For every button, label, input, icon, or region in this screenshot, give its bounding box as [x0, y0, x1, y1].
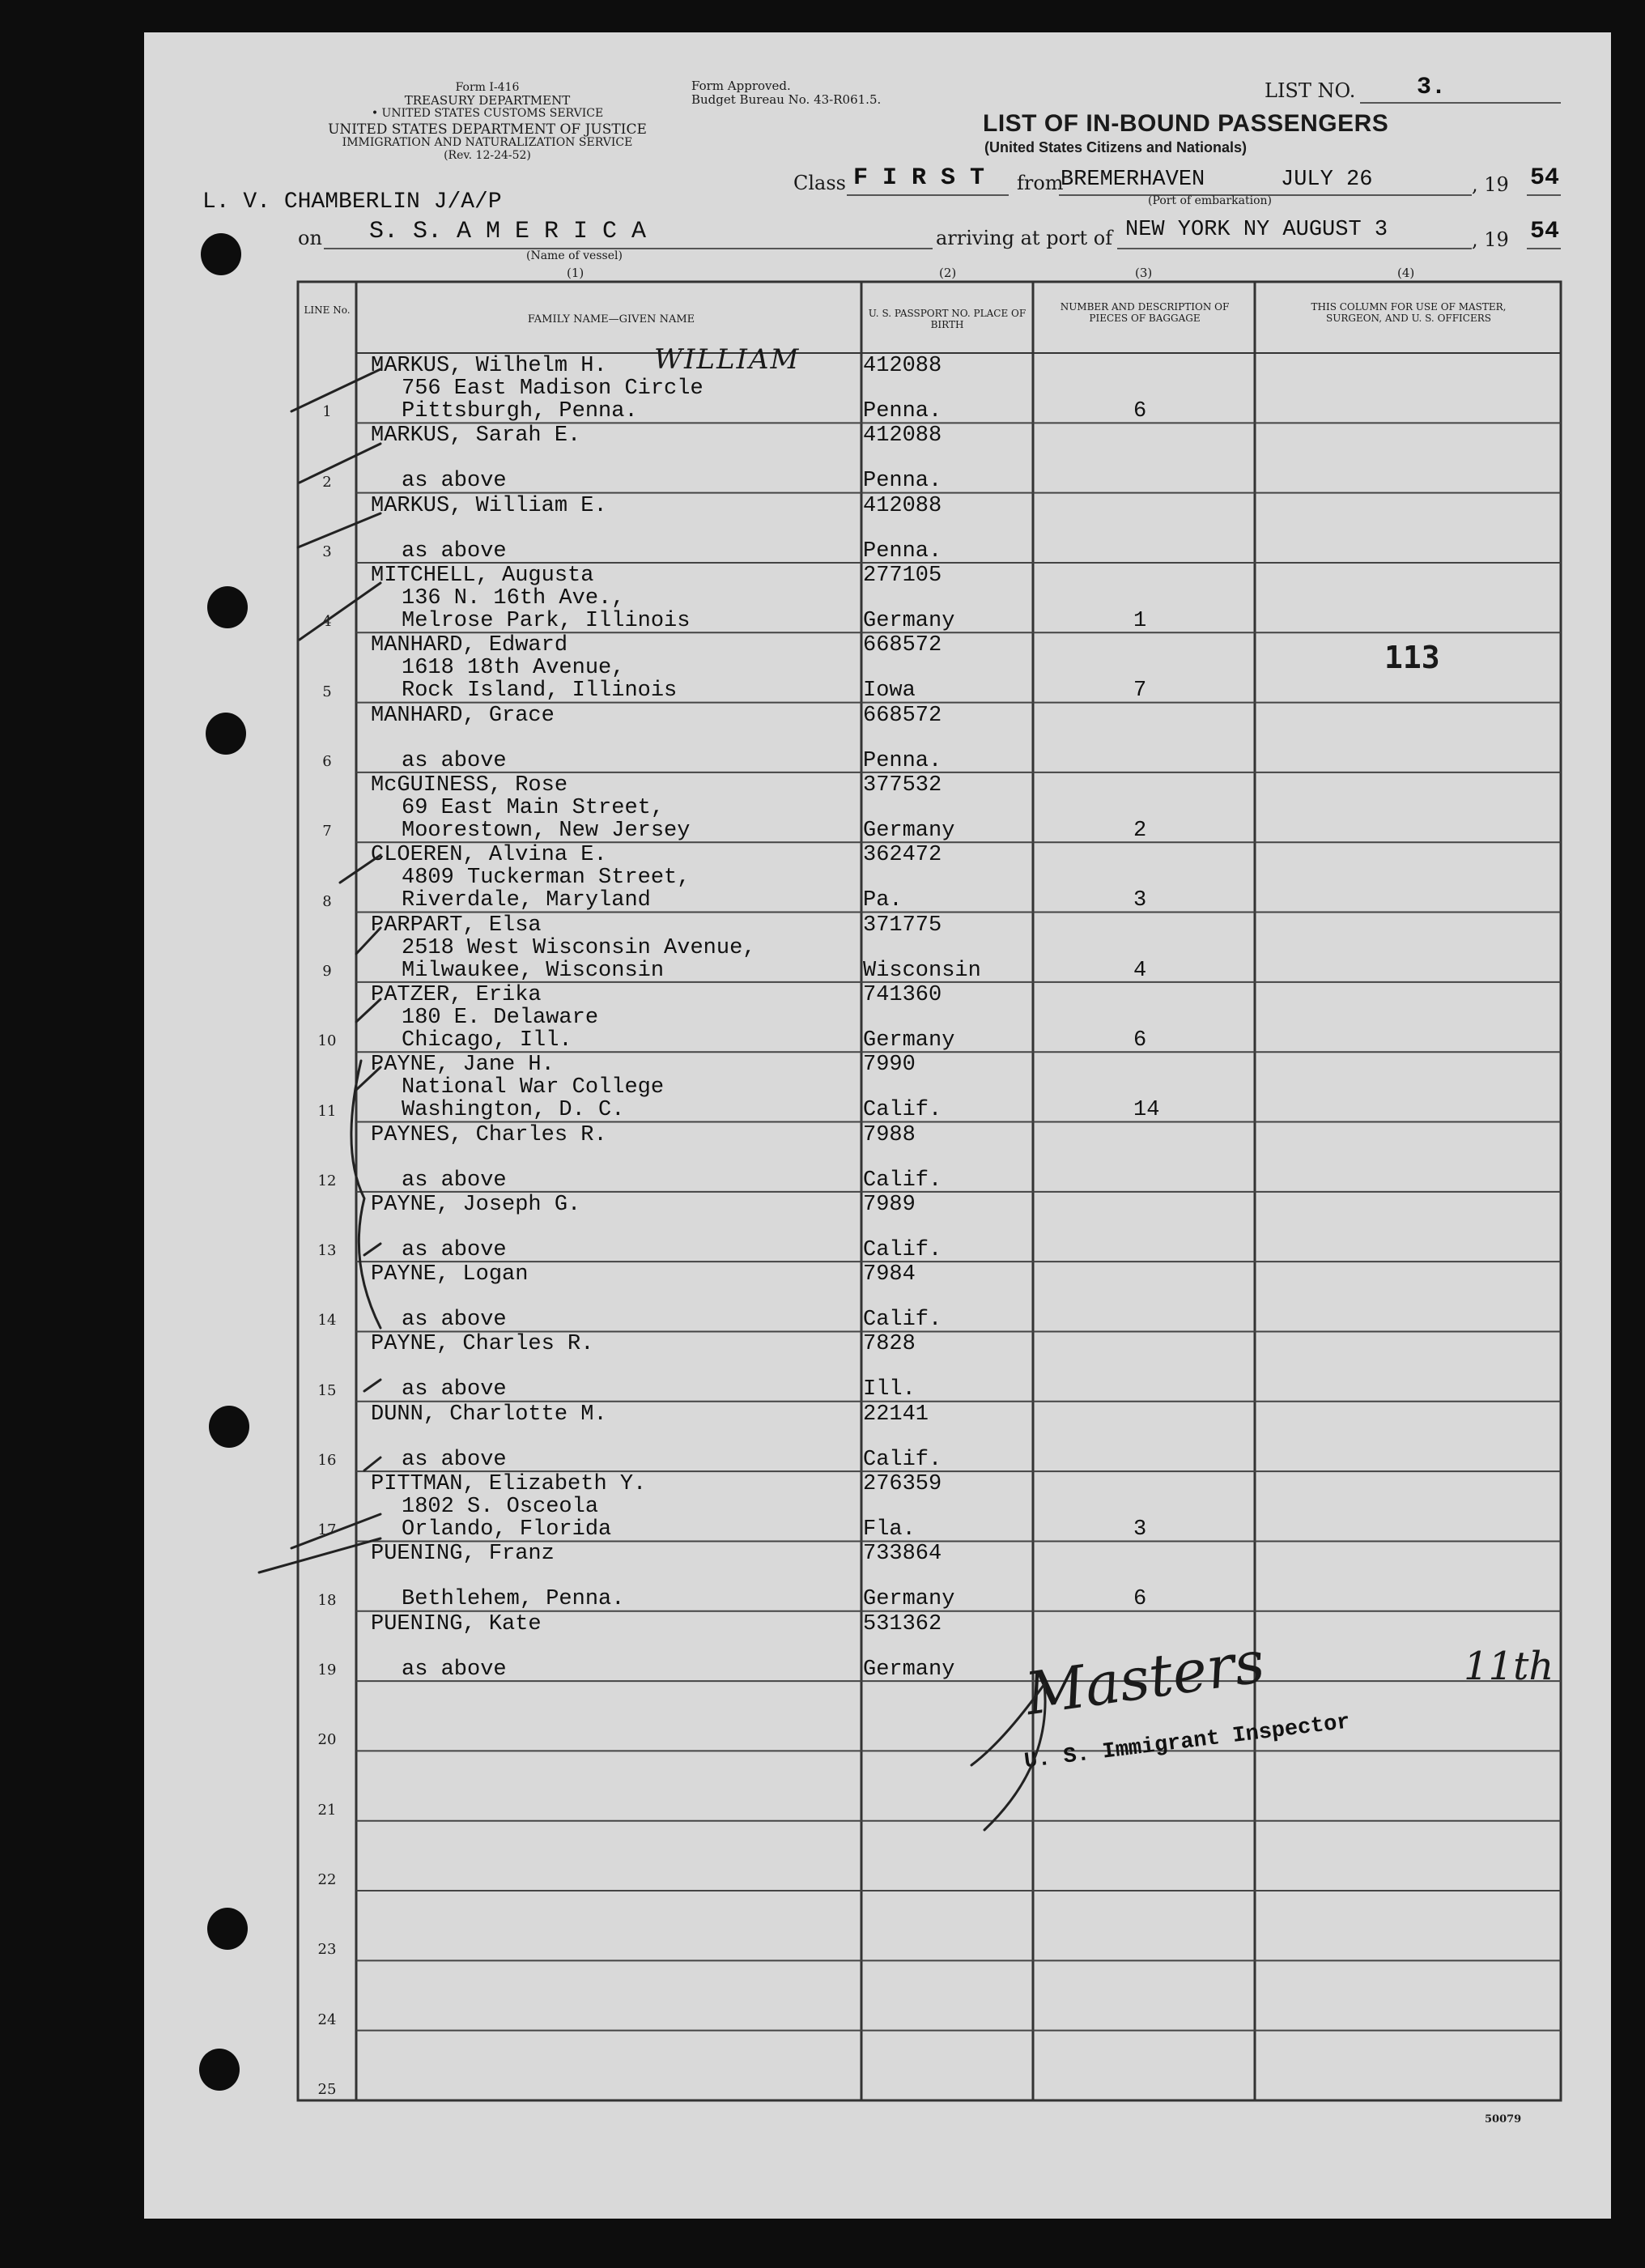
col-header-line-no: LINE No.	[304, 304, 351, 316]
baggage-count: 2	[1133, 818, 1147, 843]
list-no-value: 3.	[1417, 74, 1447, 101]
line-number: 1	[322, 403, 332, 421]
line-number: 13	[317, 1242, 337, 1260]
passenger-name: PAYNE, Logan	[371, 1262, 529, 1287]
line-number: 2	[322, 473, 332, 491]
line-number: 15	[317, 1381, 337, 1399]
passport-number: 7989	[863, 1192, 916, 1217]
place-of-birth: Penna.	[863, 538, 942, 564]
col-num-3: (3)	[1135, 266, 1153, 280]
check-mark	[259, 1538, 380, 1572]
place-of-birth: Calif.	[863, 1308, 942, 1333]
col-header-passport: U. S. PASSPORT NO. PLACE OF BIRTH	[868, 308, 1027, 330]
line-number: 25	[317, 2080, 337, 2098]
address-line-2: Pittsburgh, Penna.	[402, 399, 638, 423]
passenger-name: MARKUS, Wilhelm H.	[371, 354, 607, 378]
address-line-1: 4809 Tuckerman Street,	[402, 866, 691, 891]
address-line-2: Chicago, Ill.	[402, 1028, 572, 1053]
address-line-1: National War College	[402, 1075, 665, 1100]
passenger-name: McGUINESS, Rose	[371, 772, 568, 798]
passport-number: 362472	[863, 843, 942, 868]
passenger-name: PAYNE, Joseph G.	[371, 1192, 581, 1217]
line-number: 23	[317, 1941, 337, 1959]
address-line-2: Moorestown, New Jersey	[402, 818, 691, 843]
address-line-1: 756 East Madison Circle	[402, 377, 703, 401]
passport-number: 412088	[863, 493, 942, 518]
col-header-name: FAMILY NAME—GIVEN NAME	[527, 313, 695, 326]
check-mark	[340, 855, 380, 883]
line-number: 10	[317, 1032, 337, 1050]
dept-treasury: TREASURY DEPARTMENT	[404, 93, 571, 108]
line-number: 19	[317, 1662, 337, 1679]
line-number: 3	[322, 543, 332, 560]
place-of-birth: Penna.	[863, 399, 942, 423]
baggage-count: 14	[1133, 1098, 1160, 1123]
check-mark	[364, 1244, 380, 1255]
address-line-2: Riverdale, Maryland	[402, 888, 651, 913]
from-label: from	[1017, 172, 1064, 194]
baggage-count: 7	[1133, 679, 1147, 704]
address-line-2: Melrose Park, Illinois	[402, 608, 691, 633]
place-of-birth: Iowa	[863, 679, 916, 704]
check-mark	[356, 928, 380, 954]
passport-number: 7988	[863, 1122, 916, 1147]
footer-code: 50079	[1485, 2113, 1522, 2125]
check-mark	[300, 583, 380, 640]
passport-number: 668572	[863, 633, 942, 658]
line-number: 8	[322, 892, 332, 910]
check-mark	[356, 999, 380, 1022]
address-line-2: as above	[402, 469, 507, 494]
address-line-1: 180 E. Delaware	[402, 1005, 599, 1030]
baggage-count: 6	[1133, 1587, 1147, 1612]
address-line-1: 69 East Main Street,	[402, 795, 665, 820]
embark-date: JULY 26	[1281, 168, 1373, 192]
check-mark	[300, 444, 380, 483]
address-line-1: 136 N. 16th Ave.,	[402, 585, 625, 611]
place-of-birth: Germany	[863, 608, 955, 633]
passenger-name: CLOEREN, Alvina E.	[371, 843, 607, 868]
place-of-birth: Ill.	[863, 1377, 916, 1402]
passenger-name: PUENING, Franz	[371, 1542, 555, 1567]
passenger-name: MANHARD, Grace	[371, 703, 555, 728]
line-number: 4	[322, 613, 332, 631]
place-of-birth: Pa.	[863, 888, 903, 913]
check-mark	[291, 369, 380, 411]
passport-number: 668572	[863, 703, 942, 728]
list-no-label: LIST NO.	[1265, 79, 1356, 102]
line-number: 5	[322, 683, 332, 700]
line-number: 21	[317, 1801, 337, 1819]
year2: 54	[1530, 218, 1560, 245]
passenger-name: PAYNE, Jane H.	[371, 1053, 555, 1078]
passport-number: 277105	[863, 563, 942, 588]
passenger-name: PARPART, Elsa	[371, 913, 542, 938]
passenger-name: DUNN, Charlotte M.	[371, 1402, 607, 1427]
dept-justice: UNITED STATES DEPARTMENT OF JUSTICE	[328, 121, 647, 138]
line-number: 18	[317, 1591, 337, 1609]
passport-number: 22141	[863, 1402, 929, 1427]
line-number: 12	[317, 1172, 337, 1189]
passport-number: 276359	[863, 1472, 942, 1497]
address-line-2: as above	[402, 748, 507, 773]
col-header-official-use: THIS COLUMN FOR USE OF MASTER, SURGEON, AND U. S. OFFICERS	[1311, 301, 1507, 324]
bracket-mark	[351, 1061, 380, 1328]
arrival-port-date: NEW YORK NY AUGUST 3	[1125, 218, 1388, 242]
col-num-2: (2)	[939, 266, 957, 280]
official-annotation: 113	[1384, 640, 1440, 675]
place-of-birth: Penna.	[863, 748, 942, 773]
address-line-2: as above	[402, 1377, 507, 1402]
address-line-2: as above	[402, 538, 507, 564]
place-of-birth: Germany	[863, 1028, 955, 1053]
baggage-count: 3	[1133, 888, 1147, 913]
col-num-4: (4)	[1397, 266, 1415, 280]
passenger-name: MITCHELL, Augusta	[371, 563, 594, 588]
passenger-name: PITTMAN, Elizabeth Y.	[371, 1472, 647, 1497]
baggage-count: 3	[1133, 1517, 1147, 1542]
place-of-birth: Calif.	[863, 1168, 942, 1193]
signature-flourish	[971, 1684, 1045, 1830]
passport-number: 371775	[863, 913, 942, 938]
line-number: 16	[317, 1452, 337, 1470]
year1: 54	[1530, 164, 1560, 192]
check-mark	[364, 1457, 380, 1470]
line-number: 24	[317, 2011, 337, 2028]
line-number: 11	[317, 1102, 337, 1120]
place-of-birth: Germany	[863, 818, 955, 843]
form-approved: Form Approved.	[691, 79, 791, 93]
passenger-name: MARKUS, Sarah E.	[371, 423, 581, 449]
baggage-count: 1	[1133, 608, 1147, 633]
col-num-1: (1)	[567, 266, 584, 280]
check-mark	[364, 1380, 380, 1391]
passenger-name: PAYNES, Charles R.	[371, 1122, 607, 1147]
address-line-2: Orlando, Florida	[402, 1517, 612, 1542]
line-number: 6	[322, 752, 332, 770]
passenger-name: MANHARD, Edward	[371, 633, 568, 658]
baggage-count: 6	[1133, 399, 1147, 423]
col-header-baggage: NUMBER AND DESCRIPTION OF PIECES OF BAGGAGE	[1060, 301, 1230, 324]
class-value: F I R S T	[853, 164, 985, 192]
check-mark	[298, 513, 380, 547]
budget-bureau: Budget Bureau No. 43-R061.5.	[691, 92, 882, 107]
place-of-birth: Calif.	[863, 1098, 942, 1123]
address-line-1: 1618 18th Avenue,	[402, 656, 625, 681]
page-subtitle: (United States Citizens and Nationals)	[984, 139, 1248, 155]
place-of-birth: Germany	[863, 1587, 955, 1612]
embark-port: BREMERHAVEN	[1061, 168, 1205, 192]
arriving-label: arriving at port of	[936, 227, 1113, 249]
line-number: 9	[322, 962, 332, 980]
place-of-birth: Calif.	[863, 1447, 942, 1472]
port-embark-caption: (Port of embarkation)	[1148, 194, 1272, 207]
address-line-2: as above	[402, 1168, 507, 1193]
passport-number: 733864	[863, 1542, 942, 1567]
address-line-2: as above	[402, 1657, 507, 1682]
address-line-2: Rock Island, Illinois	[402, 679, 678, 704]
vessel-caption: (Name of vessel)	[526, 249, 623, 262]
address-line-2: Bethlehem, Penna.	[402, 1587, 625, 1612]
dept-customs: • UNITED STATES CUSTOMS SERVICE	[371, 107, 604, 120]
address-line-2: as above	[402, 1308, 507, 1333]
line-number: 7	[322, 823, 332, 840]
passport-number: 7828	[863, 1332, 916, 1357]
passenger-name: PATZER, Erika	[371, 982, 542, 1007]
passport-number: 7990	[863, 1053, 916, 1078]
baggage-count: 4	[1133, 958, 1147, 983]
year2-prefix: , 19	[1472, 228, 1509, 251]
form-number: Form I-416	[455, 81, 520, 94]
page-title: LIST OF IN-BOUND PASSENGERS	[983, 110, 1389, 137]
inspector-initials: L. V. CHAMBERLIN J/A/P	[202, 189, 502, 215]
passenger-name: PAYNE, Charles R.	[371, 1332, 594, 1357]
on-label: on	[298, 227, 322, 249]
passport-number: 741360	[863, 982, 942, 1007]
address-line-1: 2518 West Wisconsin Avenue,	[402, 935, 756, 960]
class-label: Class	[793, 172, 846, 194]
form-revision: (Rev. 12-24-52)	[444, 149, 531, 162]
address-line-1: 1802 S. Osceola	[402, 1495, 599, 1520]
place-of-birth: Germany	[863, 1657, 955, 1682]
line-number: 17	[317, 1521, 337, 1539]
vessel-name: S. S. A M E R I C A	[369, 218, 647, 245]
place-of-birth: Fla.	[863, 1517, 916, 1542]
address-line-2: as above	[402, 1237, 507, 1262]
dept-ins: IMMIGRATION AND NATURALIZATION SERVICE	[342, 136, 633, 149]
inspector-caption: U. S. Immigrant Inspector	[1022, 1710, 1352, 1775]
address-line-2: Washington, D. C.	[402, 1098, 625, 1123]
line-number: 20	[317, 1731, 337, 1749]
signature-initials: 11th	[1464, 1644, 1554, 1689]
place-of-birth: Penna.	[863, 469, 942, 494]
line-number: 14	[317, 1312, 337, 1330]
line-number: 22	[317, 1871, 337, 1889]
passport-number: 412088	[863, 354, 942, 378]
year1-prefix: , 19	[1472, 173, 1509, 196]
place-of-birth: Calif.	[863, 1237, 942, 1262]
inspector-signature: Masters	[1021, 1627, 1269, 1729]
address-line-2: Milwaukee, Wisconsin	[402, 958, 665, 983]
passport-number: 7984	[863, 1262, 916, 1287]
address-line-2: as above	[402, 1447, 507, 1472]
passenger-name: PUENING, Kate	[371, 1611, 542, 1636]
passport-number: 377532	[863, 772, 942, 798]
passport-number: 531362	[863, 1611, 942, 1636]
passport-number: 412088	[863, 423, 942, 449]
place-of-birth: Wisconsin	[863, 958, 981, 983]
handwritten-name-correction: WILLIAM	[654, 343, 801, 376]
passenger-name: MARKUS, William E.	[371, 493, 607, 518]
baggage-count: 6	[1133, 1028, 1147, 1053]
